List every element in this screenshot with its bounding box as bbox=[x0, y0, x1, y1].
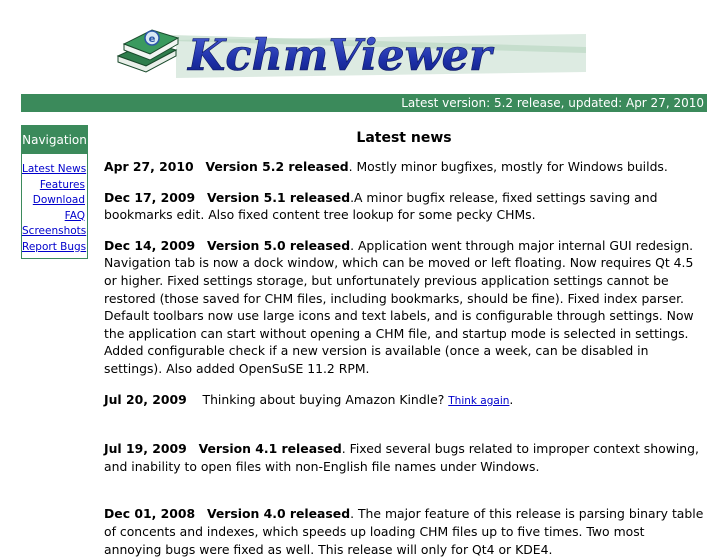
nav-link-report-bugs[interactable]: Report Bugs bbox=[22, 240, 87, 253]
news-date: Dec 14, 2009 bbox=[104, 237, 196, 253]
news-title: Version 4.1 released bbox=[198, 441, 342, 457]
nav-link-screenshots[interactable]: Screenshots bbox=[22, 225, 87, 237]
latest-version-text: Latest version: 5.2 release, updated: Apr 27, 2010 bbox=[401, 96, 704, 110]
news-date: Apr 27, 2010 bbox=[104, 159, 194, 174]
news-text-end: . bbox=[509, 391, 514, 407]
navigation-title: Navigation bbox=[22, 126, 87, 154]
news-text: . Mostly minor bugfixes, mostly for Windows builds. bbox=[348, 159, 668, 174]
news-title: Version 5.2 released bbox=[205, 159, 349, 174]
news-item bbox=[104, 237, 704, 378]
news-date: Jul 20, 2009 bbox=[104, 391, 187, 407]
news-text: . Fixed several bugs related to improper context showing, and inability to open files with non-English file names under Windows. bbox=[104, 441, 699, 474]
navigation-panel bbox=[21, 125, 88, 259]
logo-text: KchmViewer bbox=[188, 31, 492, 81]
news-date: Jul 19, 2009 bbox=[104, 441, 187, 457]
news-text: . Application went through major internal GUI redesign. Navigation tab is now a dock window, which can be moved or left floating. Now requires Qt 4.5 or higher. Fixed settings storage, but unfortunately previous application settings cannot be restored (those saved for CHM files, including bookmarks, should be fine). Fixed index parser. Default toolbars now use large icons and text labels, and is configurable through settings. Now the application can start without opening a CHM file, and startup mode is selected in settings. Added configurable check if a new version is available (once a week, can be disabled in settings). Also added OpenSuSE 11.2 RPM. bbox=[104, 237, 694, 376]
version-bar bbox=[21, 94, 707, 112]
news-item bbox=[104, 440, 704, 475]
news-item bbox=[104, 505, 704, 558]
books-icon bbox=[118, 30, 178, 72]
news-item bbox=[104, 391, 704, 411]
news-item bbox=[104, 189, 704, 224]
news-text: .A minor bugfix release, fixed settings saving and bookmarks edit. Also fixed content tree lookup for some pecky CHMs. bbox=[104, 189, 658, 223]
think-again-link[interactable]: Think again bbox=[448, 394, 510, 407]
nav-link-faq[interactable]: FAQ bbox=[64, 209, 85, 222]
news-text: . The major feature of this release is parsing binary table of concents and indexes, which speeds up loading CHM files up to five times. Two most annoying bugs were fixed as well. This release will only for Qt4 or KDE4. bbox=[104, 506, 704, 557]
news-text: Thinking about buying Amazon Kindle? bbox=[202, 391, 445, 407]
site-logo bbox=[116, 20, 586, 84]
news-date: Dec 01, 2008 bbox=[104, 506, 196, 522]
news-title: Version 5.1 released bbox=[206, 189, 351, 205]
navigation-links bbox=[22, 154, 87, 255]
nav-link-download[interactable]: Download bbox=[32, 194, 85, 206]
news-content bbox=[104, 125, 704, 558]
news-title: Version 5.0 released bbox=[206, 237, 351, 253]
news-item bbox=[104, 158, 704, 176]
nav-link-features[interactable]: Features bbox=[39, 178, 85, 191]
news-heading: Latest news bbox=[356, 130, 452, 146]
news-title: Version 4.0 released bbox=[206, 506, 351, 522]
svg-text:e: e bbox=[148, 34, 156, 45]
news-date: Dec 17, 2009 bbox=[104, 189, 196, 205]
nav-link-latest-news[interactable]: Latest News bbox=[22, 163, 87, 175]
